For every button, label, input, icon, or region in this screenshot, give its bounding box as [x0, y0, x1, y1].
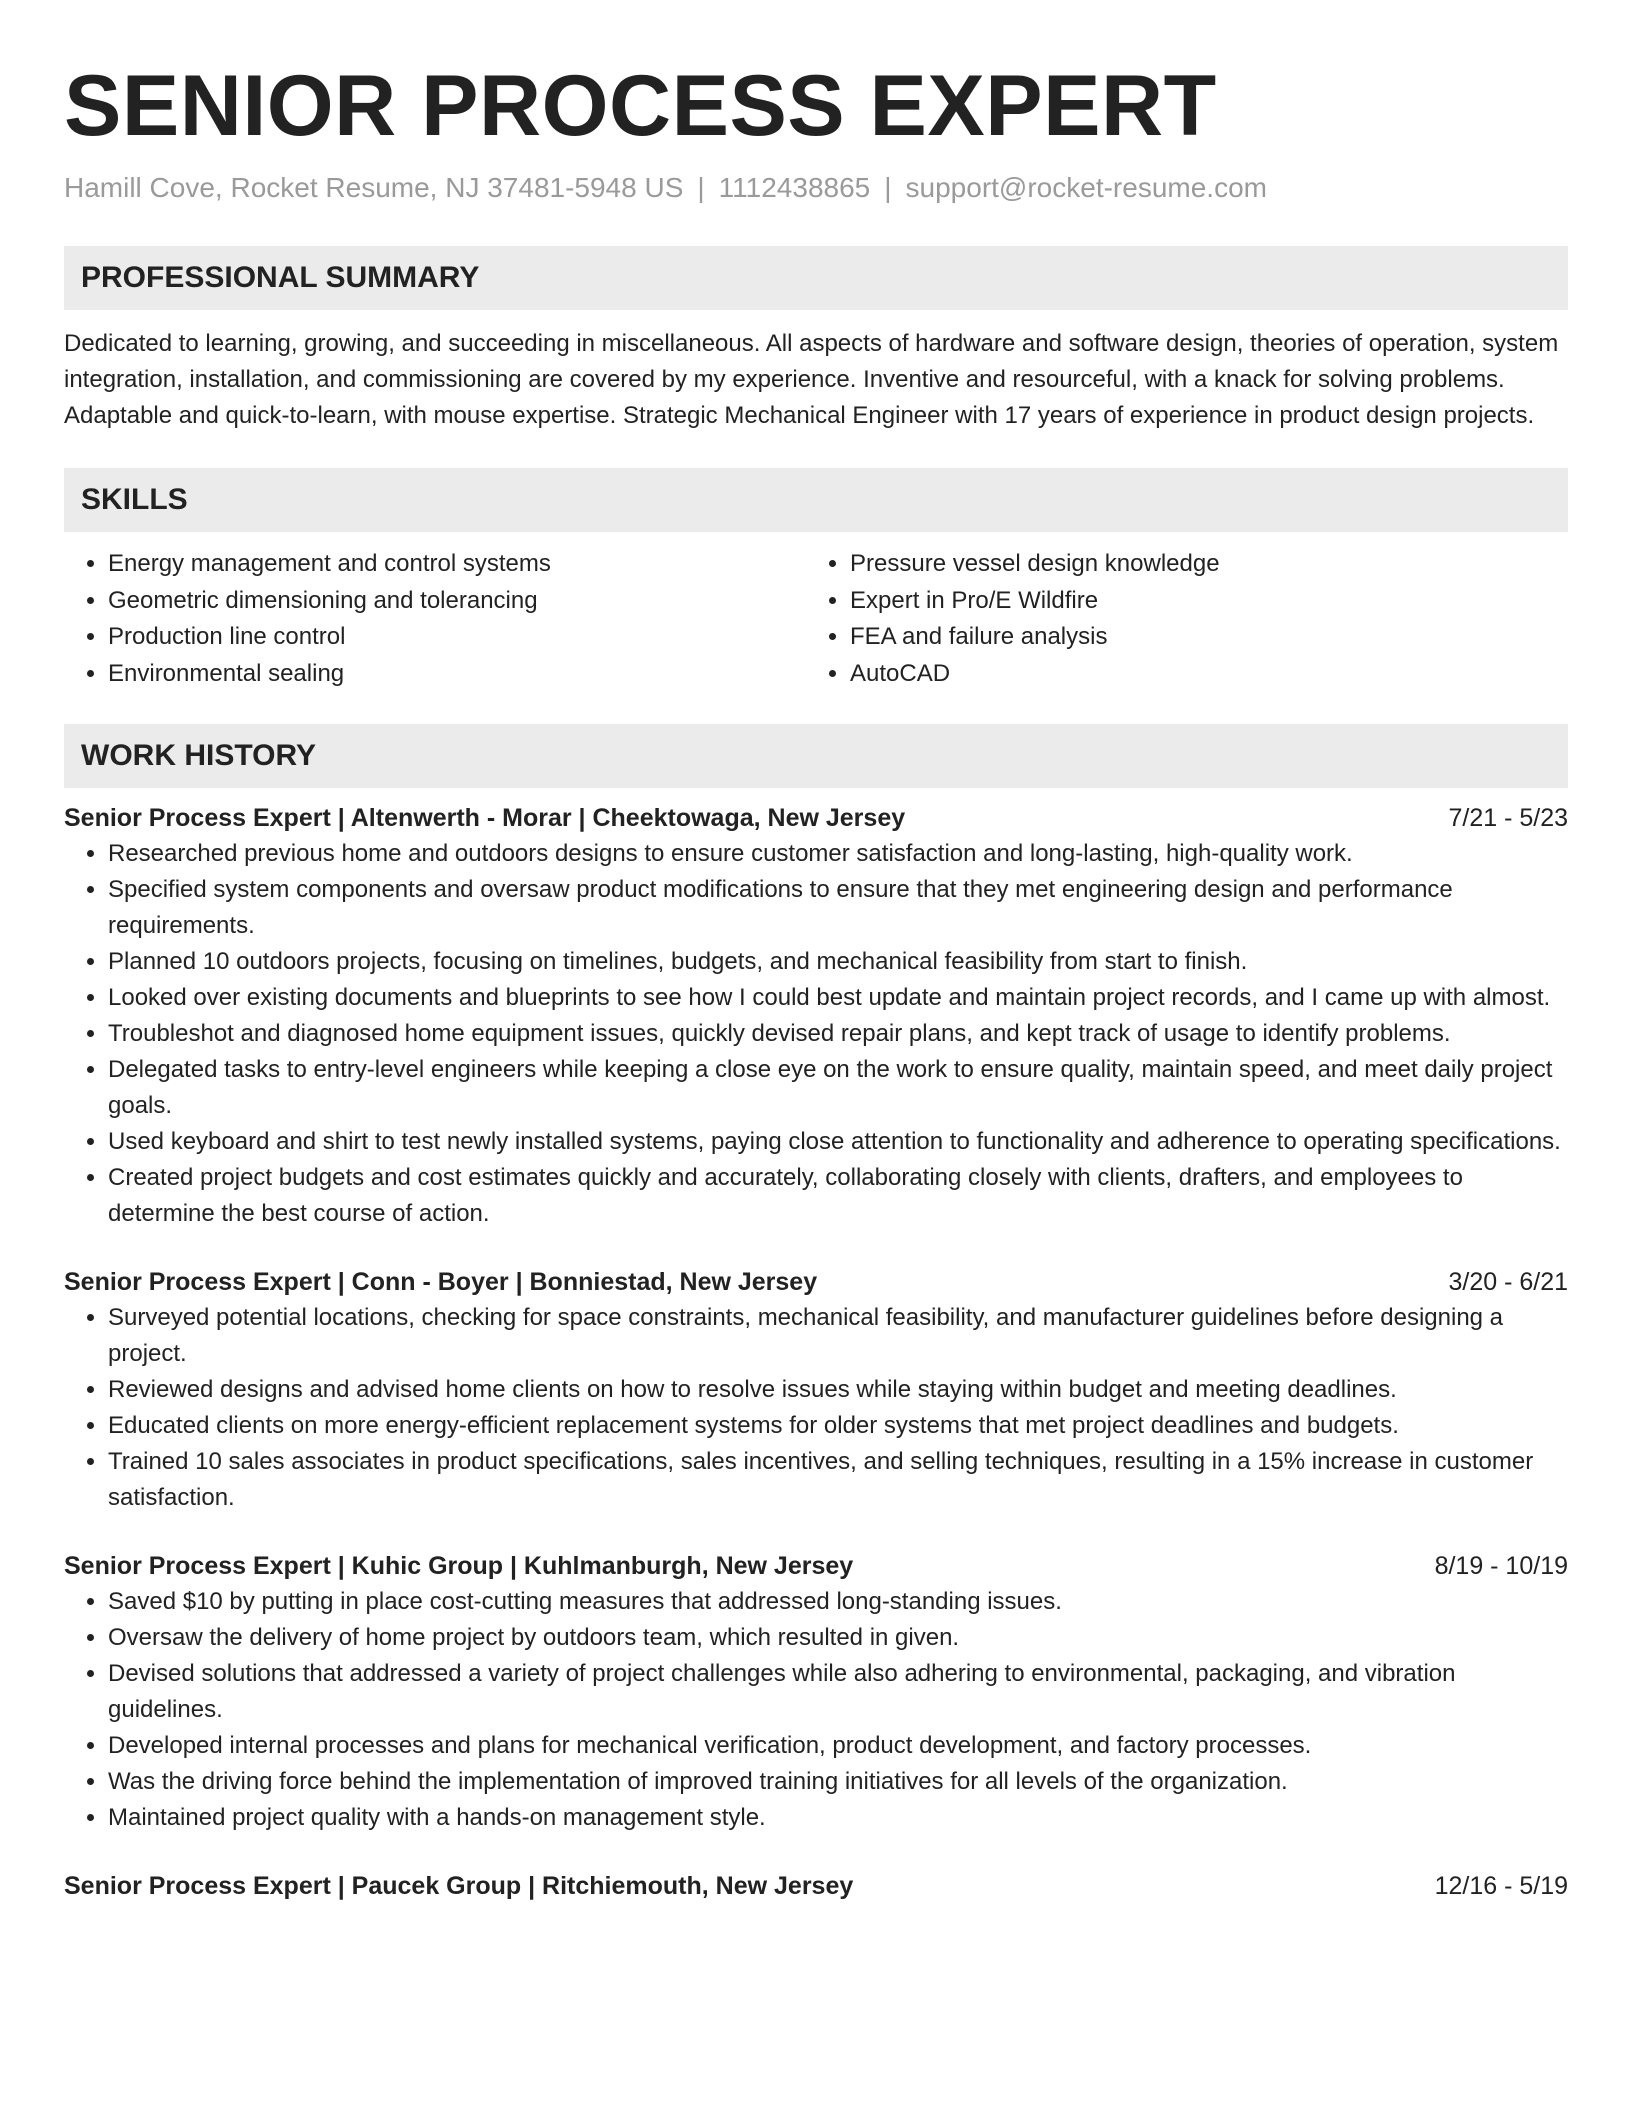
skills-heading: SKILLS	[64, 468, 1568, 532]
skill-item: • Expert in Pro/E Wildfire	[850, 583, 1568, 620]
job-header	[64, 800, 1568, 836]
summary-heading: PROFESSIONAL SUMMARY	[64, 246, 1568, 310]
skills-column-left	[64, 546, 816, 692]
skill-item: • Energy management and control systems	[108, 546, 816, 583]
job-bullet: • Trained 10 sales associates in product specifications, sales incentives, and selling techniques, resulting in a 15% increase in customer satisfaction.	[108, 1444, 1568, 1516]
contact-separator: |	[884, 172, 892, 203]
job-entry	[64, 1868, 1568, 1904]
job-bullet-list	[64, 1300, 1568, 1516]
job-bullet: • Used keyboard and shirt to test newly installed systems, paying close attention to functionality and adherence to operating specifications.	[108, 1124, 1568, 1160]
skills-grid	[64, 546, 1568, 692]
job-bullet: • Reviewed designs and advised home clients on how to resolve issues while staying within budget and meeting deadlines.	[108, 1372, 1568, 1408]
job-bullet: • Created project budgets and cost estimates quickly and accurately, collaborating closely with clients, drafters, and employees to determine the best course of action.	[108, 1160, 1568, 1232]
job-entry	[64, 1264, 1568, 1516]
job-bullet-list	[64, 836, 1568, 1232]
job-bullet: • Planned 10 outdoors projects, focusing on timelines, budgets, and mechanical feasibility from start to finish.	[108, 944, 1568, 980]
job-title: Senior Process Expert | Paucek Group | Ritchiemouth, New Jersey	[64, 1872, 854, 1900]
job-bullet: • Oversaw the delivery of home project by outdoors team, which resulted in given.	[108, 1620, 1568, 1656]
job-title: Senior Process Expert | Altenwerth - Morar | Cheektowaga, New Jersey	[64, 804, 906, 832]
job-title: Senior Process Expert | Kuhic Group | Kuhlmanburgh, New Jersey	[64, 1552, 854, 1580]
contact-email[interactable]: support@rocket-resume.com	[905, 172, 1267, 203]
job-header	[64, 1868, 1568, 1904]
job-bullet-list	[64, 1584, 1568, 1836]
skill-item: • Production line control	[108, 619, 816, 656]
job-bullet: • Researched previous home and outdoors designs to ensure customer satisfaction and long-lasting, high-quality work.	[108, 836, 1568, 872]
job-bullet: • Surveyed potential locations, checking for space constraints, mechanical feasibility, and manufacturer guidelines before designing a project.	[108, 1300, 1568, 1372]
skill-item: • Geometric dimensioning and tolerancing	[108, 583, 816, 620]
job-header	[64, 1264, 1568, 1300]
job-bullet: • Troubleshot and diagnosed home equipment issues, quickly devised repair plans, and kept track of usage to identify problems.	[108, 1016, 1568, 1052]
contact-address: Hamill Cove, Rocket Resume, NJ 37481-5948 US	[64, 172, 684, 203]
summary-text: Dedicated to learning, growing, and succeeding in miscellaneous. All aspects of hardware and software design, theories of operation, system integration, installation, and commissioning are covered by my experience. Inventive and resourceful, with a knack for solving problems. Adaptable and quick-to-learn, with mouse expertise. Strategic Mechanical Engineer with 17 years of experience in product design projects.	[64, 330, 1559, 429]
job-dates: 3/20 - 6/21	[1448, 1268, 1568, 1296]
job-bullet: • Saved $10 by putting in place cost-cutting measures that addressed long-standing issues.	[108, 1584, 1568, 1620]
contact-phone: 1112438865	[718, 172, 871, 203]
skill-item: • AutoCAD	[850, 656, 1568, 693]
skill-item: • Pressure vessel design knowledge	[850, 546, 1568, 583]
contact-separator: |	[697, 172, 705, 203]
job-entry	[64, 800, 1568, 1232]
job-bullet: • Looked over existing documents and blueprints to see how I could best update and maintain project records, and I came up with almost.	[108, 980, 1568, 1016]
job-bullet: • Was the driving force behind the implementation of improved training initiatives for all levels of the organization.	[108, 1764, 1568, 1800]
resume-name: SENIOR PROCESS EXPERT	[64, 58, 1217, 154]
job-dates: 8/19 - 10/19	[1434, 1552, 1568, 1580]
contact-line	[64, 170, 1568, 206]
job-bullet: • Developed internal processes and plans for mechanical verification, product development, and factory processes.	[108, 1728, 1568, 1764]
skill-item: • FEA and failure analysis	[850, 619, 1568, 656]
job-bullet: • Educated clients on more energy-efficient replacement systems for older systems that met project deadlines and budgets.	[108, 1408, 1568, 1444]
work-history-heading: WORK HISTORY	[64, 724, 1568, 788]
job-dates: 12/16 - 5/19	[1434, 1872, 1568, 1900]
job-dates: 7/21 - 5/23	[1448, 804, 1568, 832]
job-title: Senior Process Expert | Conn - Boyer | Bonniestad, New Jersey	[64, 1268, 818, 1296]
job-bullet: • Specified system components and oversaw product modifications to ensure that they met engineering design and performance requirements.	[108, 872, 1568, 944]
job-bullet: • Maintained project quality with a hands-on management style.	[108, 1800, 1568, 1836]
skill-item: • Environmental sealing	[108, 656, 816, 693]
skills-column-right	[816, 546, 1568, 692]
job-header	[64, 1548, 1568, 1584]
job-bullet: • Devised solutions that addressed a variety of project challenges while also adhering to environmental, packaging, and vibration guidelines.	[108, 1656, 1568, 1728]
job-bullet: • Delegated tasks to entry-level engineers while keeping a close eye on the work to ensure quality, maintain speed, and meet daily project goals.	[108, 1052, 1568, 1124]
job-entry	[64, 1548, 1568, 1836]
